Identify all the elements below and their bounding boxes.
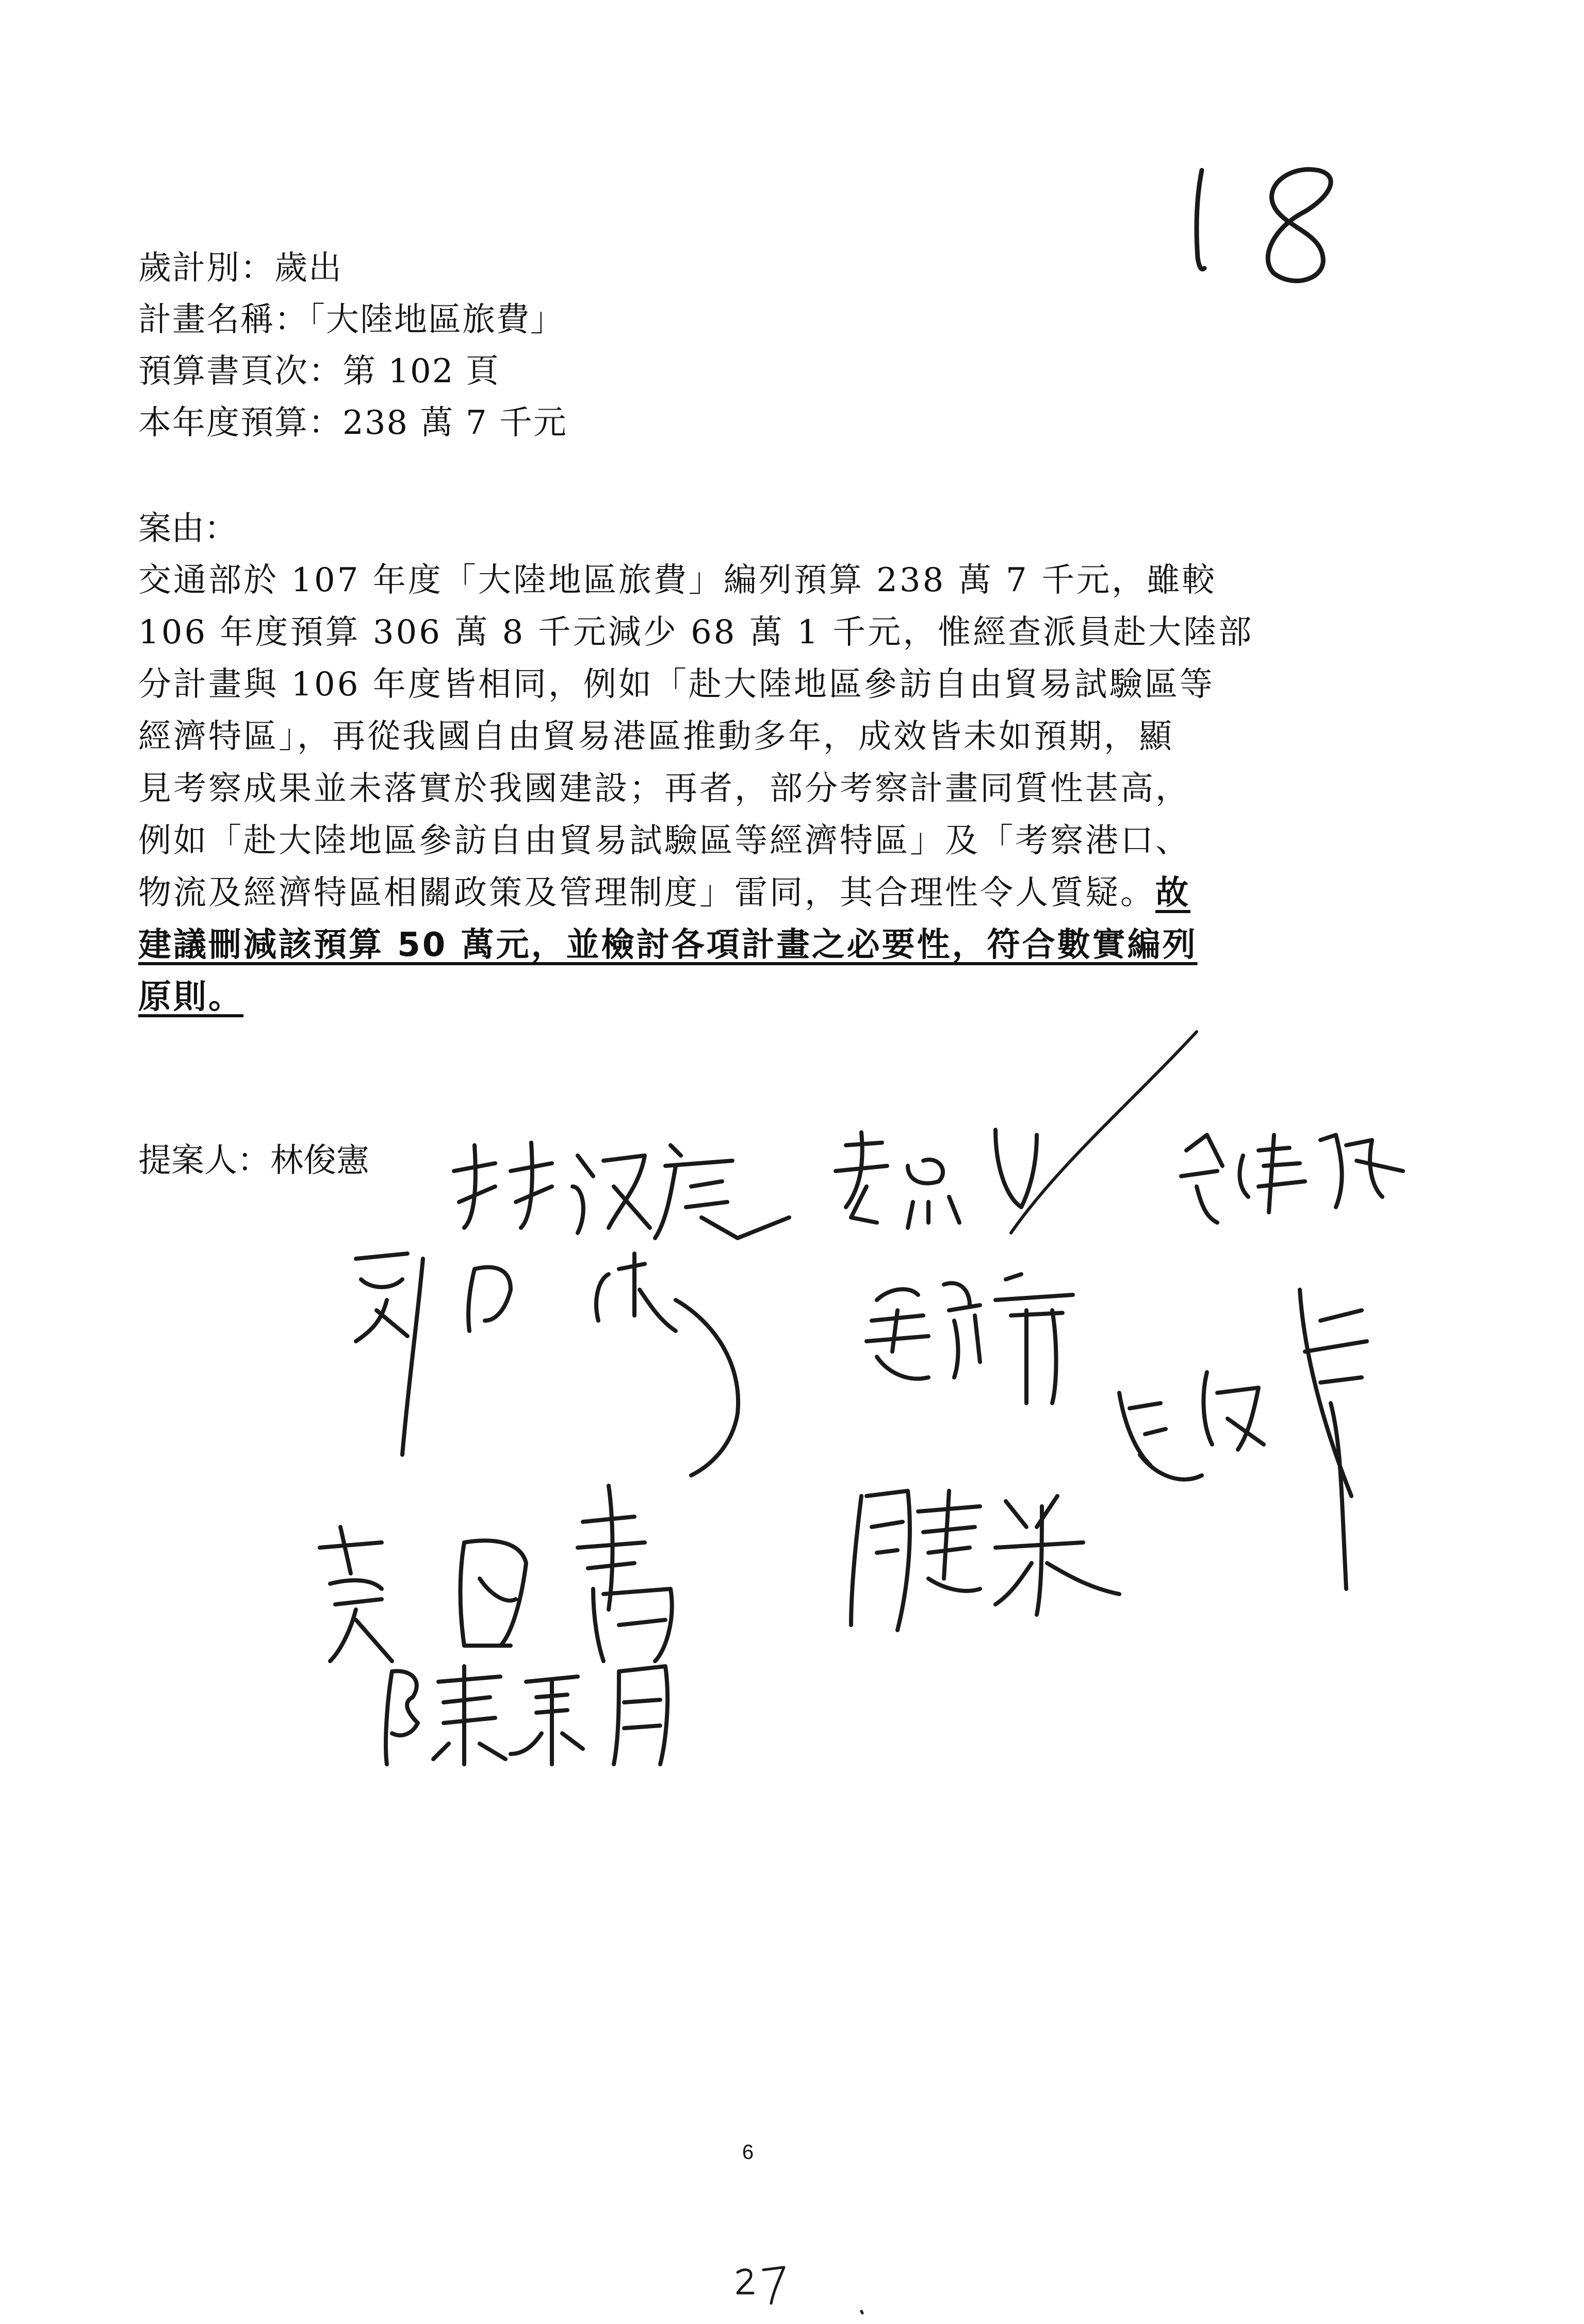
reason-heading: 案由： — [138, 510, 237, 548]
recommendation-text: 原則。 — [138, 978, 243, 1016]
reason-line-plain: 物流及經濟特區相關政策及管理制度」雷同，其合理性令人質疑。 — [138, 874, 1155, 912]
recommendation-text: 故 — [1155, 874, 1190, 912]
reason-line: 見考察成果並未落實於我國建設；再者，部分考察計畫同質性甚高， — [138, 770, 1190, 808]
budget-page-ref: 預算書頁次：第 102 頁 — [138, 352, 500, 391]
reason-line: 經濟特區」，再從我國自由貿易港區推動多年，成效皆未如預期，顯 — [138, 718, 1174, 756]
reason-line: 106 年度預算 306 萬 8 千元減少 68 萬 1 千元，惟經查派員赴大陸部 — [138, 613, 1254, 652]
reason-line: 交通部於 107 年度「大陸地區旅費」編列預算 238 萬 7 千元，雖較 — [138, 561, 1217, 599]
current-year-budget: 本年度預算：238 萬 7 千元 — [138, 404, 567, 442]
proposer-label: 提案人：林俊憲 — [138, 1142, 369, 1180]
reason-line: 分計畫與 106 年度皆相同，例如「赴大陸地區參訪自由貿易試驗區等 — [138, 665, 1215, 704]
budget-category: 歲計別：歲出 — [138, 249, 342, 287]
plan-name: 計畫名稱：「大陸地區旅費」 — [138, 301, 564, 339]
recommendation-text: 建議刪減該預算 50 萬元，並檢討各項計畫之必要性，符合數實編列 — [138, 926, 1198, 964]
reason-line: 例如「赴大陸地區參訪自由貿易試驗區等經濟特區」及「考察港口、 — [138, 822, 1190, 860]
page-number: 6 — [742, 2141, 754, 2164]
